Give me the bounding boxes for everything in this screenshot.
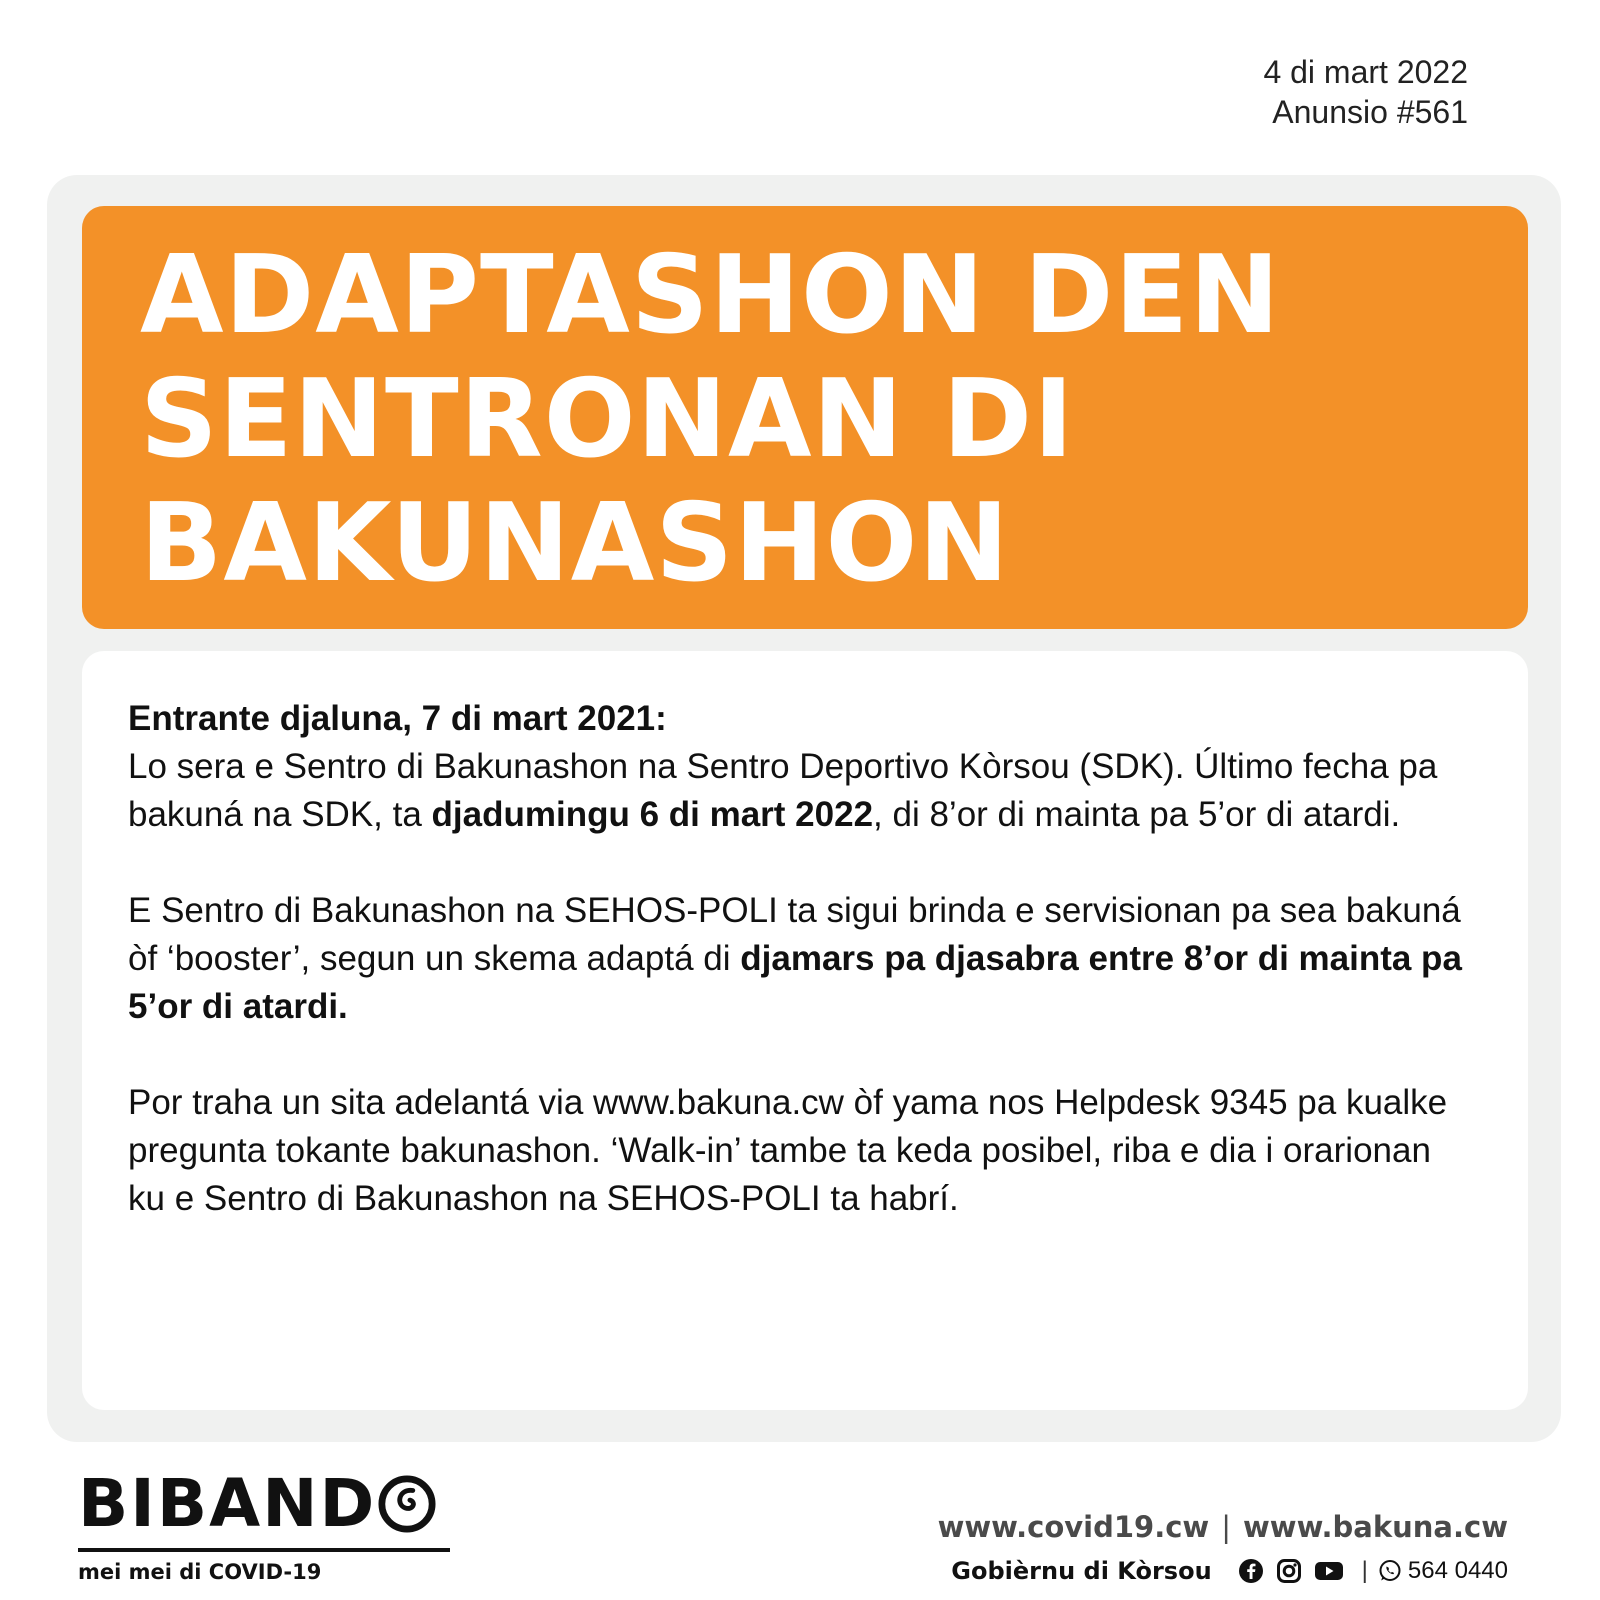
instagram-icon[interactable]	[1276, 1558, 1302, 1584]
youtube-icon[interactable]	[1314, 1558, 1344, 1584]
title-line-1: ADAPTASHON DEN	[140, 233, 1281, 358]
announcement-meta	[1263, 52, 1468, 132]
logo-tagline: mei mei di COVID-19	[78, 1560, 322, 1584]
link-separator: |	[1221, 1510, 1231, 1544]
covid19-link[interactable]: www.covid19.cw	[937, 1510, 1210, 1544]
announcement-card	[82, 651, 1528, 1410]
paragraph-emphasis: djamars pa djasabra entre 8’or di mainta pa 5’or di atardi.	[128, 939, 1462, 1026]
paragraph-text: Lo sera e Sentro di Bakunashon na Sentro Deportivo Kòrsou (SDK). Último fecha pa bakuná na SDK, ta	[128, 747, 1438, 834]
contact-separator: |	[1361, 1557, 1368, 1584]
title-banner	[82, 206, 1528, 629]
bakuna-link[interactable]: www.bakuna.cw	[1242, 1510, 1508, 1544]
paragraph-text: , di 8’or di mainta pa 5’or di atardi.	[873, 795, 1401, 834]
announcement-number: Anunsio #561	[1272, 94, 1468, 130]
bibando-o-swirl-icon	[378, 1475, 436, 1533]
footer-contact	[938, 1508, 1508, 1588]
paragraph-lead: Entrante djaluna, 7 di mart 2021:	[128, 699, 667, 738]
paragraph-sdk-closing	[128, 695, 1468, 839]
announcement-date: 4 di mart 2022	[1263, 54, 1468, 90]
footer-social-row	[938, 1554, 1508, 1588]
facebook-icon[interactable]	[1238, 1558, 1264, 1584]
bibando-logo	[78, 1465, 450, 1584]
page-title	[140, 234, 1281, 606]
title-line-2: SENTRONAN DI	[140, 357, 1075, 482]
announcement-body	[128, 695, 1468, 1271]
paragraph-emphasis: djadumingu 6 di mart 2022	[431, 795, 874, 834]
government-name: Gobièrnu di Kòrsou	[951, 1557, 1212, 1585]
logo-wordmark: BIBAND	[78, 1465, 377, 1542]
footer-links	[938, 1508, 1508, 1546]
title-line-3: BAKUNASHON	[140, 481, 1010, 606]
paragraph-appointments: Por traha un sita adelantá via www.bakuna.cw òf yama nos Helpdesk 9345 pa kualke pregunta tokante bakunashon. ‘Walk-in’ tambe ta keda posibel, riba e dia i orarionan ku e Sentro di Bakunashon na SEHOS-POLI ta habrí.	[128, 1083, 1448, 1218]
whatsapp-icon	[1378, 1559, 1402, 1583]
paragraph-sehos-poli	[128, 887, 1468, 1031]
paragraph-text: E Sentro di Bakunashon na SEHOS-POLI ta sigui brinda e servisionan pa sea bakuná òf ‘booster’, segun un skema adaptá di	[128, 891, 1461, 978]
logo-divider	[78, 1548, 450, 1552]
whatsapp-number[interactable]: 564 0440	[1407, 1557, 1508, 1584]
